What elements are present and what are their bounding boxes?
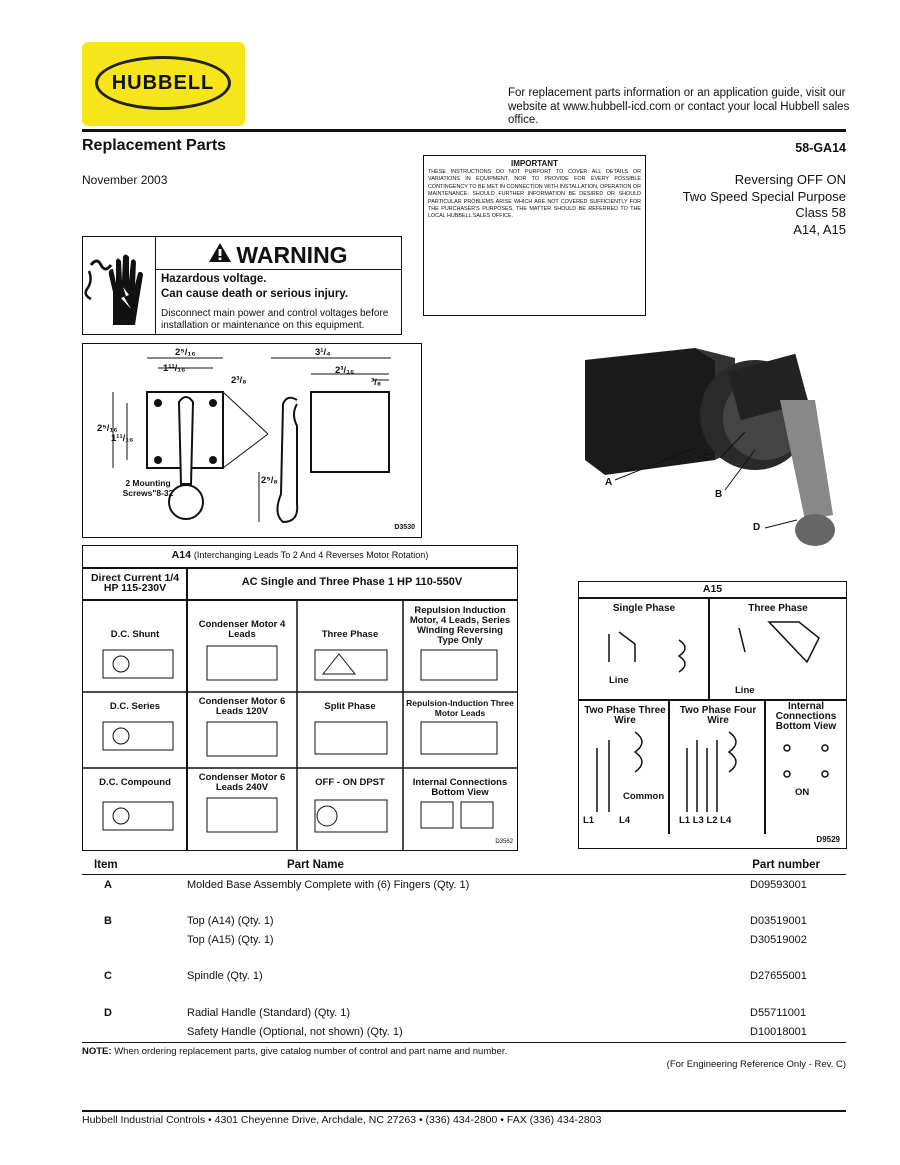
a14-cell-label: Condenser Motor 6 Leads 240V [198,772,286,793]
drawing-code: D3530 [394,524,415,531]
mounting-screws-label: 2 Mounting Screws"8-32 [122,478,174,498]
row-number: D30519002 [750,934,807,946]
important-notice [423,155,646,316]
callout-b: B [715,489,723,500]
warning-line1: Hazardous voltage. [161,273,267,285]
a15-wire-label: L1 [583,815,595,826]
dim-label: 2³/₁₆ [335,365,355,376]
a15-cell-label: Three Phase [748,603,808,614]
a14-cell-label: Repulsion Induction Motor, 4 Leads, Series Winding Reversing Type Only [409,605,511,646]
a14-cell-label: D.C. Shunt [110,629,160,640]
row-number: D55711001 [750,1007,807,1019]
dim-label: 2³/₈ [231,375,247,386]
row-number: D27655001 [750,970,807,982]
callout-a: A [605,477,613,488]
page-title: Replacement Parts [82,137,227,154]
row-name: Radial Handle (Standard) (Qty. 1) [187,1007,351,1019]
a14-cell-label: Condenser Motor 6 Leads 120V [198,696,286,717]
dim-label: 1¹¹/₁₆ [111,433,134,444]
desc-line: A14, A15 [793,221,846,237]
row-item: D [104,1007,112,1019]
shock-hazard-icon [83,237,156,334]
a14-cell-label: Three Phase [321,629,379,640]
desc-line: Class 58 [795,205,846,220]
a14-cell-label: D.C. Series [109,701,161,712]
a14-title: A14 [171,549,191,561]
header-rule [82,129,846,132]
a15-code: D9529 [816,835,840,844]
row-name: Top (A14) (Qty. 1) [187,915,274,927]
table-bottom-rule [82,1042,846,1043]
logo-text: HUBBELL [111,72,215,94]
a14-cell-label: Repulsion-Induction Three Motor Leads [406,698,514,718]
row-name: Molded Base Assembly Complete with (6) Fingers (Qty. 1) [187,879,470,891]
dimension-drawing [82,343,422,538]
parts-table-header [82,859,846,875]
a14-cell-label: Internal Connections Bottom View [412,777,508,798]
a15-cell-label: Internal Connections Bottom View [775,701,837,732]
warning-banner [155,237,401,270]
logo-oval [95,56,231,110]
product-description [683,172,846,238]
important-heading: IMPORTANT [511,159,558,168]
dim-label: 1¹¹/₁₆ [163,363,186,374]
warning-body: Disconnect main power and control voltages before installation or maintenance on this equipment. [161,308,389,331]
footer-address: Hubbell Industrial Controls • 4301 Cheyenne Drive, Archdale, NC 27263 • (336) 434-2800 • FAX (336) 434-2803 [82,1114,602,1126]
warning-title: WARNING [236,241,348,268]
note-text: When ordering replacement parts, give catalog number of control and part name and number. [114,1046,508,1057]
row-number: D09593001 [750,879,807,891]
dim-label: 2⁵/₈ [261,475,278,486]
warning-triangle-icon [208,239,232,271]
callout-d: D [753,522,761,533]
row-name: Top (A15) (Qty. 1) [187,934,274,946]
dim-label: 3¹/₄ [315,347,331,358]
a15-wire-label: L1 L3 L2 L4 [679,815,732,826]
dim-label: ³/₈ [371,377,382,388]
a15-wire-label: ON [795,787,810,798]
ac-header: AC Single and Three Phase 1 HP 110-550V [241,576,463,588]
row-item: A [104,879,112,891]
important-body: THESE INSTRUCTIONS DO NOT PURPORT TO COVER ALL DETAILS OR VARIATIONS IN EQUIPMENT, NOR TO PROVIDE FOR EVERY POSSIBLE CONTINGENCY TO BE MET IN CONNECTION WITH INSTALLATION, OPERATION OR MAINTENANCE. SHOULD FURTHER INFORMATION BE DESIRED OR SHOULD PARTICULAR PROBLEMS ARISE WHICH ARE NOT COVERED SUFFICIENTLY FOR THE PURCHASER'S PURPOSES, THE MATTER SHOULD BE REFERRED TO THE LOCAL HUBBELL SALES OFFICE. [428,169,641,220]
col-item: Item [94,859,118,871]
a14-cell-label: Split Phase [324,701,376,712]
dim-label: 2⁵/₁₆ [97,423,118,434]
footer-rule [82,1110,846,1112]
a15-cell-label: Two Phase Four Wire [679,705,757,726]
a15-cell-label: Two Phase Three Wire [584,705,666,726]
warning-hazard-text [161,272,348,302]
desc-line: Reversing OFF ON [734,172,846,187]
a15-wire-label: Common [623,791,665,802]
a14-cell-label: Condenser Motor 4 Leads [198,619,286,640]
ordering-note [82,1046,507,1057]
engineering-reference: (For Engineering Reference Only - Rev. C) [666,1059,846,1070]
row-name: Safety Handle (Optional, not shown) (Qty. 1) [187,1026,403,1038]
a14-subtitle: (Interchanging Leads To 2 And 4 Reverses Motor Rotation) [193,550,429,560]
a15-cell-label: Single Phase [612,603,676,614]
col-part-number: Part number [752,859,820,871]
catalog-code: 58-GA14 [795,141,846,155]
row-item: C [104,970,112,982]
a14-code: D3562 [495,839,513,845]
a15-wiring-diagrams [578,581,847,849]
a14-cell-label: OFF - ON DPST [315,777,385,788]
note-label: NOTE: [82,1046,112,1057]
row-number: D10018001 [750,1026,807,1038]
table-rule [82,874,846,875]
warning-line2: Can cause death or serious injury. [161,288,349,300]
col-part-name: Part Name [287,859,344,871]
row-number: D03519001 [750,915,807,927]
a15-wire-label: Line [609,675,629,686]
a14-wiring-diagrams [82,545,518,851]
product-photo [575,340,847,550]
a14-cell-label: D.C. Compound [99,777,171,788]
a15-title: A15 [702,583,723,595]
row-item: B [104,915,112,927]
a15-wire-label: Line [735,685,755,696]
contact-info: For replacement parts information or an application guide, visit our website at www.hubbell-icd.com or contact your local Hubbell sales office. [508,87,850,126]
hubbell-logo [82,42,245,126]
issue-date: November 2003 [82,173,168,187]
callout-c: C [703,452,711,463]
dc-header: Direct Current 1/4 HP 115-230V [90,572,180,594]
desc-line: Two Speed Special Purpose [682,188,846,204]
row-name: Spindle (Qty. 1) [187,970,263,982]
warning-box [82,236,402,335]
dim-label: 2⁵/₁₆ [175,347,196,358]
a15-wire-label: L4 [619,815,631,826]
